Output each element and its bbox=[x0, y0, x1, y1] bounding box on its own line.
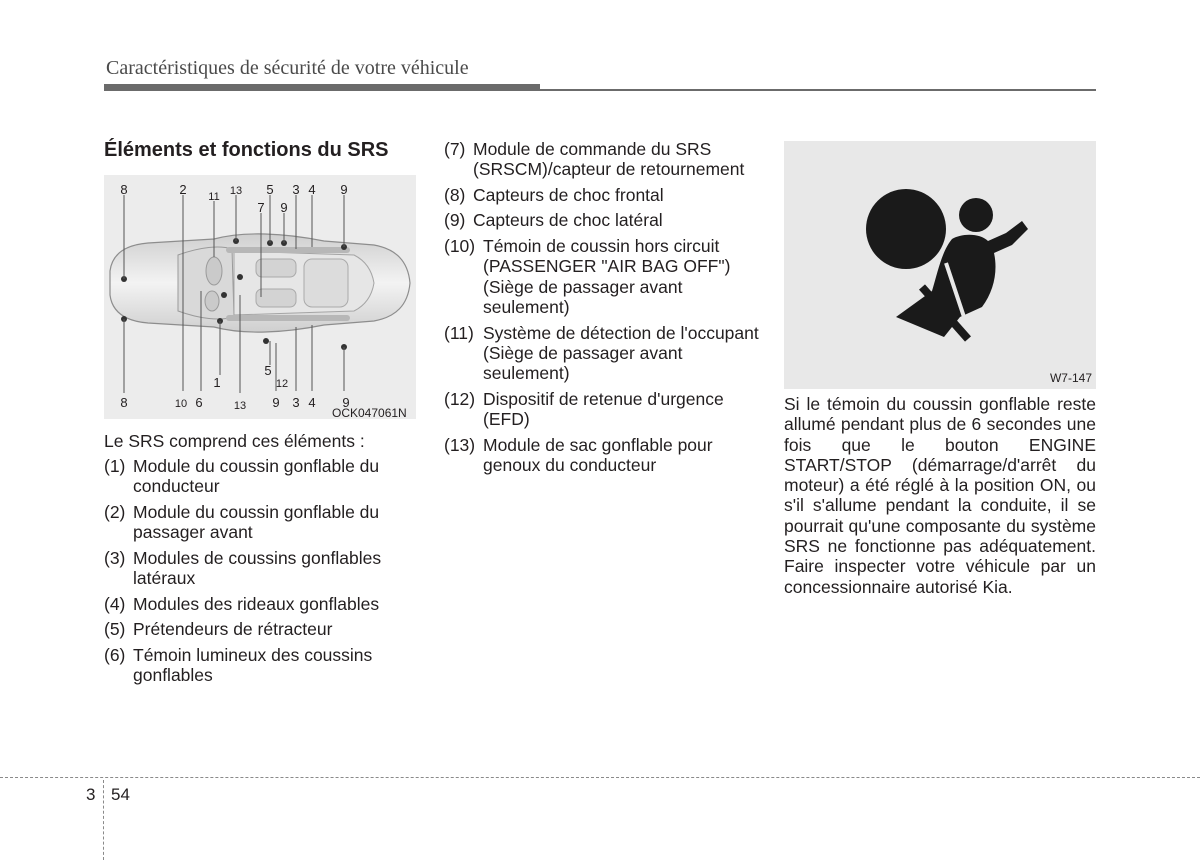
list-item-number: (7) bbox=[444, 139, 466, 159]
list-item-text: Prétendeurs de rétracteur bbox=[133, 619, 333, 640]
list-item bbox=[444, 323, 764, 384]
footer-vertical-divider bbox=[103, 780, 104, 860]
chapter-number: 3 bbox=[86, 785, 96, 804]
list-item-number: (9) bbox=[444, 210, 466, 231]
list-item-text: Témoin de coussin hors circuit (PASSENGER "AIR BAG OFF") (Siège de passager avant seulement) bbox=[483, 236, 731, 317]
list-item bbox=[444, 389, 764, 430]
intro-text: Le SRS comprend ces éléments : bbox=[104, 431, 365, 451]
list-item-text: Module du coussin gonflable du conducteur bbox=[133, 456, 380, 497]
list-item-number: (6) bbox=[104, 644, 126, 665]
diagram-label-9-top: 9 bbox=[340, 182, 348, 197]
diagram-label-3-top: 3 bbox=[292, 182, 300, 197]
list-item-text: Modules de coussins gonflables latéraux bbox=[133, 547, 382, 589]
diagram-label-2-top: 2 bbox=[179, 182, 187, 197]
airbag-warning-illustration bbox=[784, 141, 1096, 389]
warning-image-code: W7-147 bbox=[1049, 371, 1092, 385]
diagram-label-5-bottom: 5 bbox=[264, 363, 272, 378]
diagram-label-9-bottom: 9 bbox=[272, 395, 280, 410]
diagram-label-13-top: 13 bbox=[229, 185, 243, 197]
page-number: 54 bbox=[111, 785, 130, 804]
diagram-code: OCK047061N bbox=[332, 406, 407, 419]
diagram-label-1-bottom: 1 bbox=[213, 375, 221, 390]
diagram-label-9b-top: 9 bbox=[280, 200, 288, 215]
list-item-number: (5) bbox=[104, 619, 126, 640]
list-item-number: (3) bbox=[104, 547, 126, 568]
list-item bbox=[104, 456, 416, 497]
list-item-text: Capteurs de choc frontal bbox=[473, 184, 664, 205]
diagram-label-10-bottom: 10 bbox=[174, 398, 188, 410]
diagram-label-8-bottom: 8 bbox=[120, 395, 128, 410]
list-item bbox=[444, 139, 764, 180]
srs-components-diagram bbox=[104, 175, 416, 419]
diagram-label-4-top: 4 bbox=[308, 182, 316, 197]
diagram-label-3-bottom: 3 bbox=[292, 395, 300, 410]
list-item bbox=[444, 236, 764, 317]
list-item-text: Système de détection de l'occupant (Siège de passager avant seulement) bbox=[483, 322, 759, 384]
list-item bbox=[104, 548, 416, 589]
footer-divider bbox=[0, 777, 1200, 778]
list-item-text: Capteurs de choc latéral bbox=[473, 210, 663, 231]
srs-components-list-continued bbox=[444, 139, 764, 481]
list-item-text: Module de commande du SRS (SRSCM)/capteur de retournement bbox=[473, 139, 745, 180]
diagram-label-11-top: 11 bbox=[208, 191, 220, 203]
diagram-label-7-top: 7 bbox=[257, 200, 265, 215]
list-item-number: (10) bbox=[444, 236, 476, 257]
airbag-warning-paragraph: Si le témoin du coussin gonflable reste allumé pendant plus de 6 secondes une fois que le bouton ENGINE START/STOP (démarrage/d'arrêt du moteur) a été réglé à la position ON, ou s'il s'allume pendant la conduite, il se pourrait qu'une composante du système SRS ne fonctionne pas adéquatement. Faire inspecter votre véhicule par un concessionnaire autorisé Kia. bbox=[784, 394, 1096, 597]
list-item-number: (11) bbox=[444, 322, 474, 343]
srs-components-list bbox=[104, 456, 416, 691]
section-heading: Éléments et fonctions du SRS bbox=[104, 139, 389, 161]
list-item-text: Module de sac gonflable pour genoux du conducteur bbox=[483, 434, 713, 475]
list-item-number: (4) bbox=[104, 593, 126, 614]
list-item-number: (8) bbox=[444, 184, 466, 205]
airbag-warning-icon bbox=[784, 141, 1096, 389]
diagram-label-4-bottom: 4 bbox=[308, 395, 316, 410]
list-item bbox=[104, 645, 416, 686]
list-item bbox=[444, 435, 764, 476]
list-item-text: Dispositif de retenue d'urgence (EFD) bbox=[483, 388, 724, 430]
list-item-text: Témoin lumineux des coussins gonflables bbox=[133, 644, 373, 686]
diagram-label-13-bottom: 13 bbox=[233, 400, 247, 412]
diagram-label-5-top: 5 bbox=[266, 182, 274, 197]
diagram-label-8-top: 8 bbox=[120, 182, 128, 197]
list-item bbox=[104, 594, 416, 614]
list-item-number: (2) bbox=[104, 501, 126, 522]
diagram-label-12-bottom: 12 bbox=[275, 378, 289, 390]
page-header-title: Caractéristiques de sécurité de votre véhicule bbox=[106, 57, 469, 79]
list-item-text: Module du coussin gonflable du passager avant bbox=[133, 501, 380, 543]
list-item bbox=[104, 619, 416, 639]
list-item-text: Modules des rideaux gonflables bbox=[133, 593, 380, 614]
list-item-number: (12) bbox=[444, 388, 476, 409]
diagram-label-6-bottom: 6 bbox=[195, 395, 203, 410]
diagram-label-9b-bottom: 9 bbox=[342, 395, 350, 410]
list-item bbox=[104, 502, 416, 543]
car-topview-illustration bbox=[104, 175, 416, 419]
list-item bbox=[444, 185, 764, 205]
list-item bbox=[444, 210, 764, 230]
list-item-number: (1) bbox=[104, 456, 126, 476]
list-item-number: (13) bbox=[444, 434, 476, 455]
header-rule-accent bbox=[104, 84, 540, 90]
